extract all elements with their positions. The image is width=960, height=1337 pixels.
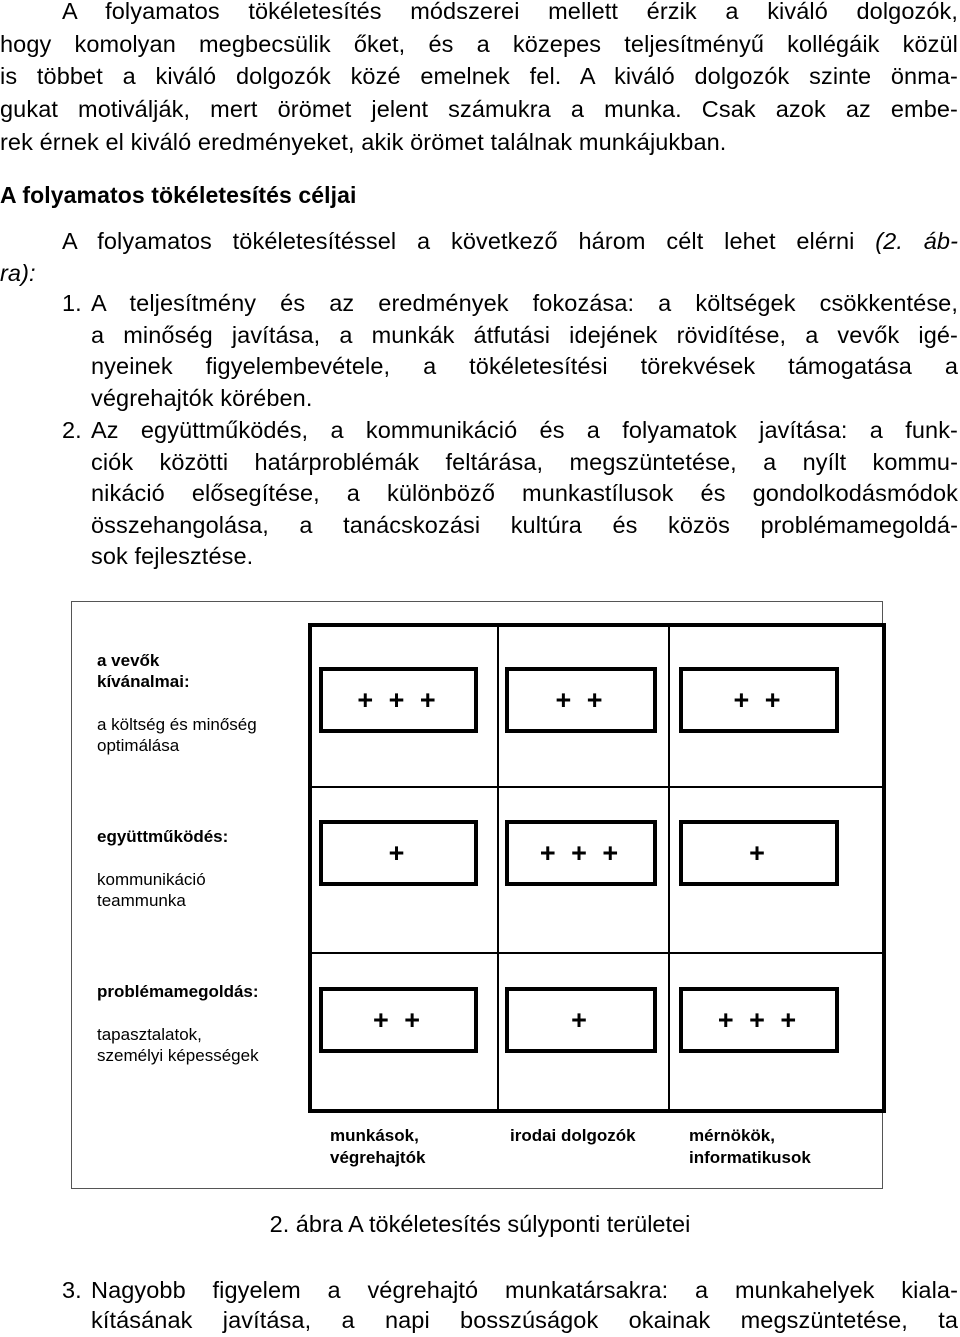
figure-caption: 2. ábra A tökéletesítés súlyponti területei bbox=[269, 1211, 691, 1237]
goal-2-number: 2. bbox=[62, 417, 82, 443]
goal-2-line-1: Az együttműködés, a kommunikáció és a folyamatok javítása: a funk- bbox=[91, 417, 958, 443]
column-label-office bbox=[510, 1125, 636, 1147]
column-label-line: informatikusok bbox=[689, 1148, 811, 1167]
row-title: együttműködés: bbox=[97, 827, 229, 846]
row-label-problem-solving bbox=[97, 981, 259, 1066]
row-title: a vevők bbox=[97, 651, 160, 670]
intro-line-1: A folyamatos tökéletesítés módszerei mellett érzik a kiváló dolgozók, bbox=[62, 0, 958, 24]
goal-1-number: 1. bbox=[62, 290, 82, 316]
rating-box: + bbox=[505, 987, 657, 1053]
column-label-engineers bbox=[689, 1125, 811, 1169]
goal-1-line-4: végrehajtók körében. bbox=[91, 385, 313, 411]
column-label-line: irodai dolgozók bbox=[510, 1126, 636, 1145]
column-label-line: végrehajtók bbox=[330, 1148, 426, 1167]
intro-line-4: gukat motiválják, mert örömet jelent számukra a munka. Csak azok az embe- bbox=[0, 96, 958, 122]
row-desc-cont: teammunka bbox=[97, 891, 186, 910]
section-heading: A folyamatos tökéletesítés céljai bbox=[0, 182, 357, 208]
goal-3-number: 3. bbox=[62, 1277, 82, 1303]
row-title-cont: kívánalmai: bbox=[97, 672, 190, 691]
goal-1-line-3: nyeinek figyelembevétele, a tökéletesítési törekvések támogatása a bbox=[91, 353, 958, 379]
row-desc: tapasztalatok, bbox=[97, 1025, 202, 1044]
rating-box: + + bbox=[679, 667, 839, 733]
rating-box: + + + bbox=[679, 987, 839, 1053]
section-lead-line-2: ra): bbox=[0, 260, 36, 286]
row-desc-cont: optimálása bbox=[97, 736, 180, 755]
rating-box: + bbox=[319, 820, 478, 886]
intro-line-3: is többet a kiváló dolgozók közé emelnek fel. A kiváló dolgozók szinte önma- bbox=[0, 63, 958, 89]
rating-box: + + bbox=[505, 667, 657, 733]
grid-row-divider-1 bbox=[308, 786, 886, 788]
column-label-line: munkások, bbox=[330, 1126, 419, 1145]
rating-box: + bbox=[679, 820, 839, 886]
row-desc: kommunikáció bbox=[97, 870, 206, 889]
column-label-workers bbox=[330, 1125, 425, 1169]
grid-row-divider-2 bbox=[308, 952, 886, 954]
goal-3-line-1: Nagyobb figyelem a végrehajtó munkatársakra: a munkahelyek kiala- bbox=[91, 1277, 958, 1303]
grid-column-divider-2 bbox=[668, 623, 670, 1113]
goal-1-line-2: a minőség javítása, a munkák átfutási idejének rövidítése, a vevők igé- bbox=[91, 322, 958, 348]
column-label-line: mérnökök, bbox=[689, 1126, 775, 1145]
section-lead-line-1: A folyamatos tökéletesítéssel a következő három célt lehet elérni (2. áb- bbox=[62, 228, 958, 254]
rating-box: + + + bbox=[319, 667, 478, 733]
row-desc: a költség és minőség bbox=[97, 715, 257, 734]
grid-column-divider-1 bbox=[497, 623, 499, 1113]
row-label-customers bbox=[97, 650, 257, 756]
row-desc-cont: személyi képességek bbox=[97, 1046, 259, 1065]
goal-2-line-2: ciók közötti határproblémák feltárása, megszüntetése, a nyílt kommu- bbox=[91, 449, 958, 475]
row-label-cooperation bbox=[97, 826, 228, 911]
intro-line-5: rek érnek el kiváló eredményeket, akik örömet találnak munkájukban. bbox=[0, 129, 727, 155]
goal-2-line-3: nikáció elősegítése, a különböző munkastílusok és gondolkodásmódok bbox=[91, 480, 958, 506]
intro-line-2: hogy komolyan megbecsülik őket, és a közepes teljesítményű kollégáik közül bbox=[0, 31, 958, 57]
row-title: problémamegoldás: bbox=[97, 982, 259, 1001]
rating-box: + + + bbox=[505, 820, 657, 886]
goal-2-line-4: összehangolása, a tanácskozási kultúra és közös problémamegoldá- bbox=[91, 512, 958, 538]
goal-1-line-1: A teljesítmény és az eredmények fokozása: a költségek csökkentése, bbox=[91, 290, 958, 316]
rating-box: + + bbox=[319, 987, 478, 1053]
goal-2-line-5: sok fejlesztése. bbox=[91, 543, 254, 569]
goal-3-line-2: kításának javítása, a napi bosszúságok okainak megszüntetése, ta bbox=[91, 1307, 958, 1333]
